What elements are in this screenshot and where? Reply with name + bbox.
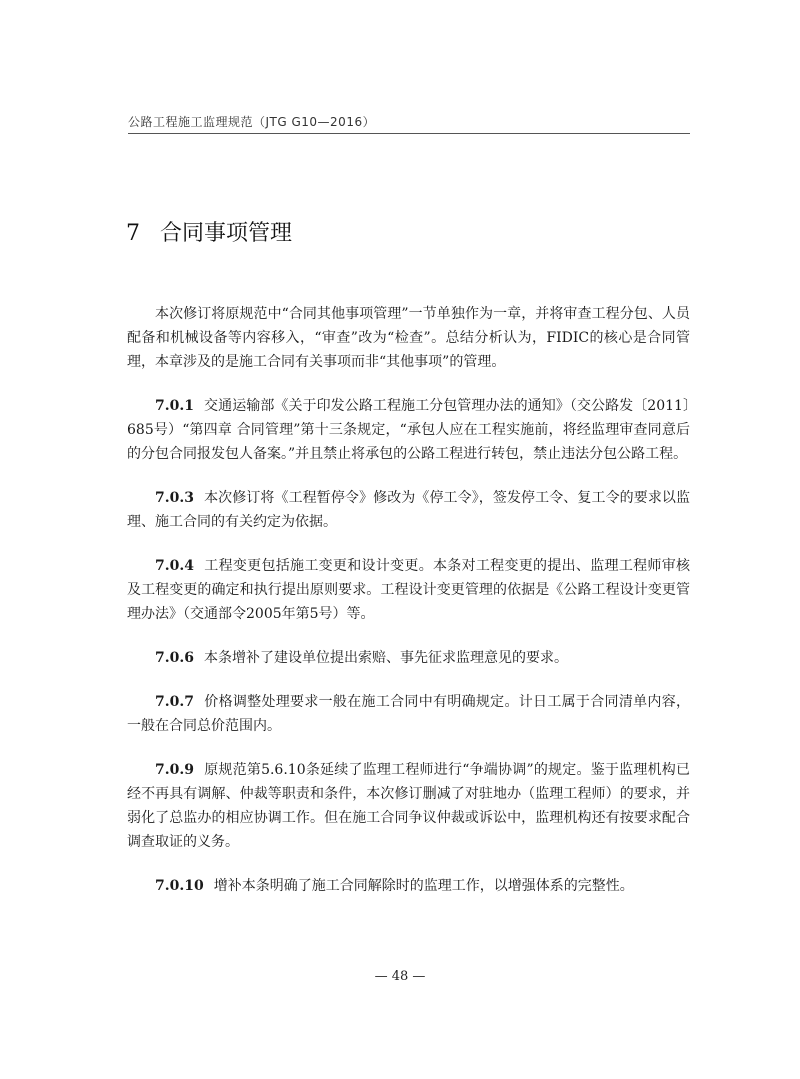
chapter-body	[127, 302, 690, 898]
chapter-heading	[126, 216, 292, 247]
clause-7-0-4	[127, 554, 690, 626]
clause-text: 原规范第5.6.10条延续了监理工程师进行“争端协调”的规定。鉴于监理机构已经不再具有调解、仲裁等职责和条件，本次修订删减了对驻地办（监理工程师）的要求，并弱化了总监办的相应协调工作。但在施工合同争议仲裁或诉讼中，监理机构还有按要求配合调查取证的义务。	[127, 762, 690, 850]
clause-text: 本次修订将《工程暂停令》修改为《停工令》，签发停工令、复工令的要求以监理、施工合同的有关约定为依据。	[127, 490, 690, 530]
clause-number: 7.0.3	[155, 490, 194, 506]
clause-text: 交通运输部《关于印发公路工程施工分包管理办法的通知》（交公路发〔2011〕685号）“第四章 合同管理”第十三条规定，“承包人应在工程实施前，将经监理审查同意后的分包合同报发包人备案。”并且禁止将承包的公路工程进行转包，禁止违法分包公路工程。	[127, 398, 690, 462]
clause-7-0-7	[127, 690, 690, 738]
clause-7-0-1	[127, 394, 690, 466]
clause-text: 工程变更包括施工变更和设计变更。本条对工程变更的提出、监理工程师审核及工程变更的确定和执行提出原则要求。工程设计变更管理的依据是《公路工程设计变更管理办法》（交通部令2005年第5号）等。	[127, 558, 690, 622]
clause-7-0-9	[127, 758, 690, 854]
clause-number: 7.0.6	[155, 650, 194, 666]
intro-paragraph: 本次修订将原规范中“合同其他事项管理”一节单独作为一章，并将审查工程分包、人员配备和机械设备等内容移入，“审查”改为“检查”。总结分析认为，FIDIC的核心是合同管理，本章涉及的是施工合同有关事项而非“其他事项”的管理。	[127, 306, 690, 370]
clause-text: 价格调整处理要求一般在施工合同中有明确规定。计日工属于合同清单内容，一般在合同总价范围内。	[127, 694, 690, 734]
chapter-title: 合同事项管理	[160, 221, 293, 246]
clause-number: 7.0.7	[155, 694, 194, 710]
running-header: 公路工程施工监理规范（JTG G10—2016）	[128, 115, 376, 129]
clause-number: 7.0.9	[155, 762, 194, 778]
clause-number: 7.0.10	[155, 878, 204, 894]
clause-number: 7.0.4	[155, 558, 194, 574]
clause-text: 增补本条明确了施工合同解除时的监理工作，以增强体系的完整性。	[213, 878, 634, 894]
clause-7-0-6	[127, 646, 690, 670]
chapter-number: 7	[126, 221, 140, 246]
clause-7-0-3	[127, 486, 690, 534]
clause-7-0-10	[127, 874, 690, 898]
header-rule	[128, 133, 690, 134]
page-number: — 48 —	[374, 969, 426, 984]
clause-number: 7.0.1	[155, 398, 194, 414]
clause-text: 本条增补了建设单位提出索赔、事先征求监理意见的要求。	[203, 650, 568, 666]
